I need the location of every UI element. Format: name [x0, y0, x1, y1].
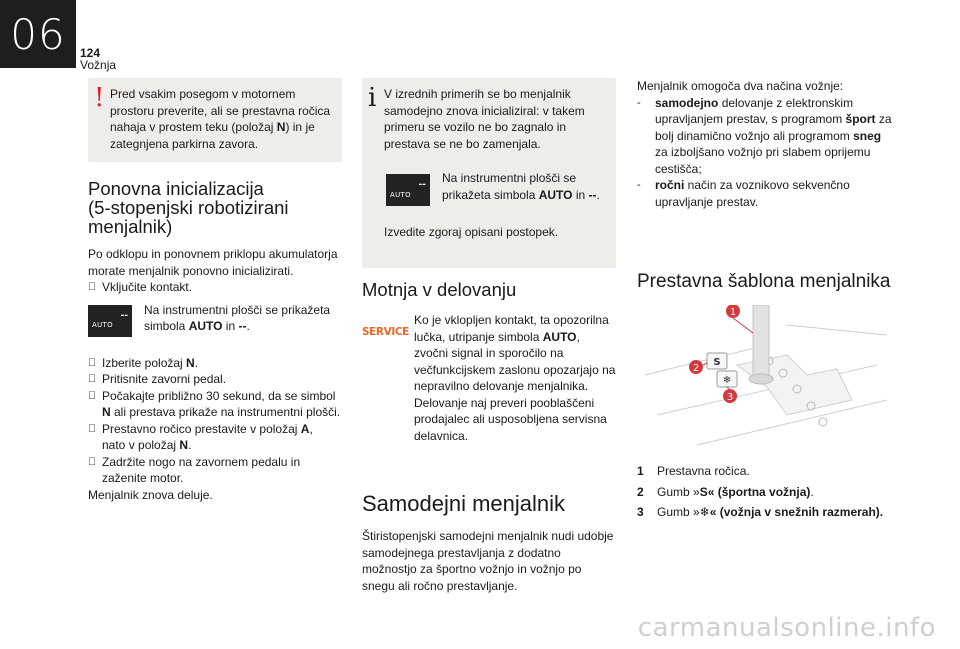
- diagram-legend: [637, 463, 893, 521]
- svg-text:3: 3: [726, 392, 734, 403]
- reinit-intro: Po odklopu in ponovnem priklopu akumulatorja morate menjalnik ponovno inicializirati.: [88, 247, 338, 278]
- gear-lever-shaft: [753, 305, 769, 377]
- automatic-text: Štiristopenjski samodejni menjalnik nudi udobje samodejnega prestavljanja z dodatno možnostjo za športno vožnjo in vožnjo po snegu ali ročno prestavljanje.: [362, 529, 614, 593]
- gear-pattern-diagram: [637, 305, 893, 455]
- service-warning-icon: SERVICE: [362, 326, 409, 338]
- malfunction-row: [362, 312, 616, 444]
- malfunction-text: Ko je vklopljen kontakt, ta opozorilna lučka, utripanje simbola AUTO, zvočni signal in sporočilo na večfunkcijskem zaslonu opozarjajo na nepravilno delovanje menjalnika. Delovanje naj preveri pooblaščeni prodajalec ali usposobljena servisna delavnica.: [414, 313, 616, 443]
- panel-symbols-text: Na instrumentni plošči se prikažeta simbola AUTO in --.: [144, 302, 331, 333]
- sport-button-label: S: [713, 357, 721, 368]
- column-right: [637, 78, 893, 525]
- info-repeat: Izvedite zgoraj opisani postopek.: [384, 225, 559, 239]
- mode-item: - ročni način za voznikovo sekvenčno upravljanje prestav.: [637, 178, 850, 209]
- legend-item: 1 Prestavna ročica.: [637, 464, 750, 478]
- bullet-marker: [88, 279, 102, 296]
- legend-item: 3 Gumb »❄« (vožnja v snežnih razmerah).: [637, 505, 884, 519]
- warning-exclamation-icon: !: [94, 83, 105, 113]
- auto-display-icon: AUTO --: [386, 174, 430, 206]
- chapter-tab: 06: [0, 0, 76, 68]
- step-item: Pritisnite zavorni pedal.: [102, 372, 227, 386]
- info-icon: i: [368, 83, 377, 113]
- auto-display-icon: AUTO --: [88, 305, 132, 337]
- malfunction-title: Motnja v delovanju: [362, 279, 517, 300]
- snow-button-label: ❄: [722, 375, 732, 386]
- warning-box: [88, 78, 342, 162]
- info-panel-text: Na instrumentni plošči se prikažeta simbola AUTO in --.: [442, 171, 600, 202]
- reinit-final: Menjalnik znova deluje.: [88, 487, 213, 502]
- svg-text:2: 2: [692, 363, 700, 374]
- reinit-title: Ponovna inicializacija (5-stopenjski robotizirani menjalnik): [88, 178, 289, 237]
- legend-item: 2 Gumb »S« (športna vožnja).: [637, 484, 814, 499]
- section-label: Vožnja: [80, 58, 117, 72]
- info-auto-row: [386, 170, 606, 206]
- page-number: 124: [80, 46, 101, 60]
- info-box: [362, 78, 616, 268]
- watermark: carmanualsonline.info: [637, 613, 936, 643]
- step-item: Počakajte približno 30 sekund, da se simbol N ali prestava prikaže na instrumentni plošči.: [102, 388, 341, 419]
- step-item: Zadržite nogo na zavornem pedalu in zaženite motor.: [102, 454, 301, 485]
- column-middle: [362, 78, 616, 594]
- gear-pattern-title: Prestavna šablona menjalnika: [637, 271, 891, 292]
- column-left: [88, 78, 342, 503]
- step-item: Prestavno ročico prestavite v položaj A, nato v položaj N.: [102, 421, 313, 452]
- modes-intro: Menjalnik omogoča dva načina vožnje:: [637, 79, 844, 93]
- automatic-title: Samodejni menjalnik: [362, 491, 565, 516]
- step-item: Izberite položaj N.: [102, 355, 199, 370]
- warning-text: Pred vsakim posegom v motornem prostoru preverite, ali se prestavna ročica nahaja v prostem teku (položaj N) in je zategnjena parkirna zavora.: [110, 87, 331, 151]
- auto-indicator-row: [88, 302, 342, 337]
- info-text: V izrednih primerih se bo menjalnik samodejno znova inicializiral: v takem primeru se vozilo ne bo zagnalo in prestava se ne bo zamenjala.: [384, 87, 585, 151]
- mode-item: - samodejno delovanje z elektronskim upravljanjem prestav, s programom šport za bolj dinamično vožnjo ali programom sneg za izboljšano vožnjo pri slabem oprijemu cestišča;: [637, 95, 892, 176]
- reinit-steps: [88, 355, 342, 487]
- svg-text:1: 1: [729, 307, 737, 318]
- step-ignition: Vključite kontakt.: [88, 279, 342, 296]
